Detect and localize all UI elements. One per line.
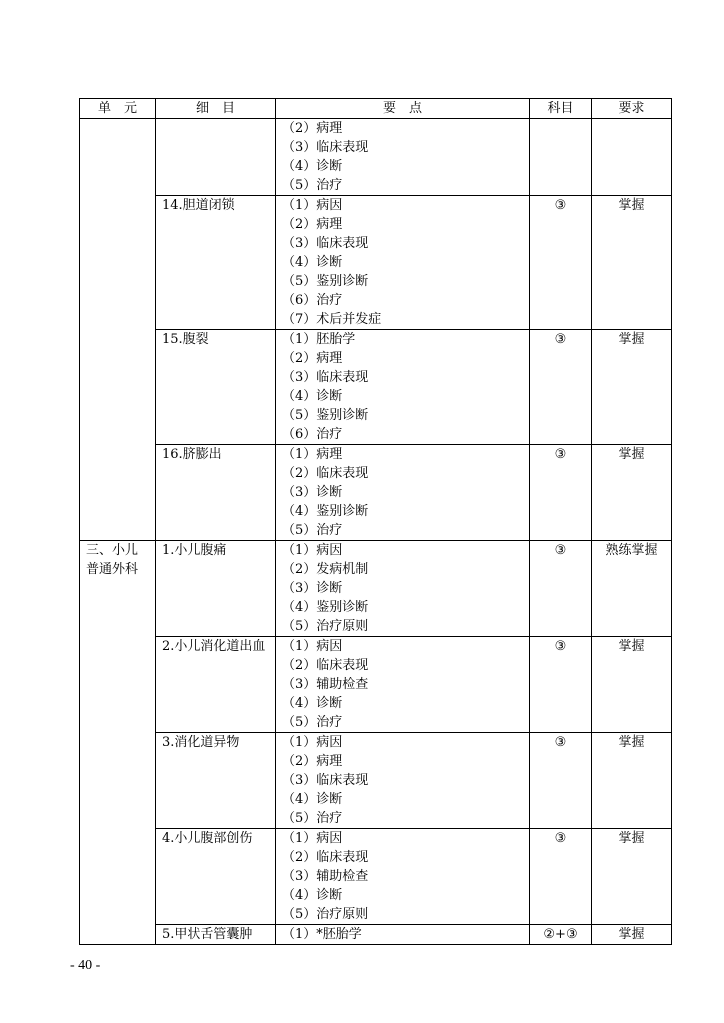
point-item: （2）病理 bbox=[282, 217, 343, 232]
point-item: （1）病因 bbox=[282, 831, 343, 846]
point-item: （4）诊断 bbox=[282, 389, 343, 404]
point-item: （1）*胚胎学 bbox=[282, 927, 362, 942]
point-item: （5）治疗原则 bbox=[282, 907, 369, 922]
point-item: （4）鉴别诊断 bbox=[282, 600, 369, 615]
point-item: （5）鉴别诊断 bbox=[282, 408, 369, 423]
header-unit: 单 元 bbox=[80, 99, 156, 119]
requirement-cell: 掌握 bbox=[592, 637, 672, 733]
points-cell bbox=[276, 330, 530, 445]
header-item: 细 目 bbox=[156, 99, 276, 119]
subject-cell: ③ bbox=[530, 196, 592, 330]
point-item: （2）病理 bbox=[282, 121, 343, 136]
header-points: 要 点 bbox=[276, 99, 530, 119]
points-cell bbox=[276, 196, 530, 330]
unit-cell-pediatric-general-surgery: 三、小儿普通外科 bbox=[80, 541, 156, 945]
point-item: （4）诊断 bbox=[282, 888, 343, 903]
point-item: （5）治疗 bbox=[282, 715, 343, 730]
item-cell bbox=[156, 119, 276, 196]
point-item: （4）鉴别诊断 bbox=[282, 504, 369, 519]
points-cell bbox=[276, 733, 530, 829]
requirement-cell: 熟练掌握 bbox=[592, 541, 672, 637]
point-item: （3）辅助检查 bbox=[282, 677, 369, 692]
subject-cell: ③ bbox=[530, 637, 592, 733]
requirement-cell: 掌握 bbox=[592, 925, 672, 945]
point-item: （4）诊断 bbox=[282, 255, 343, 270]
item-cell: 2.小儿消化道出血 bbox=[156, 637, 276, 733]
point-item: （5）治疗 bbox=[282, 811, 343, 826]
point-item: （1）病因 bbox=[282, 639, 343, 654]
point-item: （5）治疗 bbox=[282, 178, 343, 193]
item-cell: 1.小儿腹痛 bbox=[156, 541, 276, 637]
requirement-cell: 掌握 bbox=[592, 196, 672, 330]
point-item: （5）治疗原则 bbox=[282, 619, 369, 634]
subject-cell: ③ bbox=[530, 829, 592, 925]
points-cell bbox=[276, 925, 530, 945]
point-item: （4）诊断 bbox=[282, 792, 343, 807]
table-row bbox=[80, 541, 672, 637]
point-item: （1）病因 bbox=[282, 735, 343, 750]
point-item: （2）发病机制 bbox=[282, 562, 369, 577]
subject-cell: ③ bbox=[530, 541, 592, 637]
point-item: （5）鉴别诊断 bbox=[282, 274, 369, 289]
item-cell: 16.脐膨出 bbox=[156, 445, 276, 541]
requirement-cell: 掌握 bbox=[592, 445, 672, 541]
table-row bbox=[80, 637, 672, 733]
syllabus-table bbox=[79, 98, 672, 945]
item-cell: 15.腹裂 bbox=[156, 330, 276, 445]
point-item: （4）诊断 bbox=[282, 159, 343, 174]
point-item: （7）术后并发症 bbox=[282, 312, 382, 327]
point-item: （3）临床表现 bbox=[282, 773, 369, 788]
point-item: （1）病理 bbox=[282, 447, 343, 462]
subject-cell: ②+③ bbox=[530, 925, 592, 945]
subject-cell: ③ bbox=[530, 445, 592, 541]
table-row bbox=[80, 196, 672, 330]
points-cell bbox=[276, 637, 530, 733]
point-item: （1）病因 bbox=[282, 543, 343, 558]
header-subject: 科目 bbox=[530, 99, 592, 119]
point-item: （2）临床表现 bbox=[282, 850, 369, 865]
unit-cell-continued bbox=[80, 119, 156, 541]
points-cell bbox=[276, 541, 530, 637]
table-row bbox=[80, 445, 672, 541]
points-cell bbox=[276, 445, 530, 541]
points-cell bbox=[276, 829, 530, 925]
point-item: （3）诊断 bbox=[282, 485, 343, 500]
point-item: （2）病理 bbox=[282, 351, 343, 366]
point-item: （2）临床表现 bbox=[282, 466, 369, 481]
page-number: - 40 - bbox=[70, 958, 101, 973]
requirement-cell: 掌握 bbox=[592, 330, 672, 445]
item-cell: 5.甲状舌管囊肿 bbox=[156, 925, 276, 945]
table-row bbox=[80, 733, 672, 829]
point-item: （3）辅助检查 bbox=[282, 869, 369, 884]
table-row bbox=[80, 925, 672, 945]
table-row bbox=[80, 330, 672, 445]
point-item: （6）治疗 bbox=[282, 427, 343, 442]
point-item: （3）临床表现 bbox=[282, 370, 369, 385]
point-item: （1）病因 bbox=[282, 198, 343, 213]
item-cell: 3.消化道异物 bbox=[156, 733, 276, 829]
subject-cell bbox=[530, 119, 592, 196]
point-item: （3）临床表现 bbox=[282, 236, 369, 251]
requirement-cell bbox=[592, 119, 672, 196]
points-cell bbox=[276, 119, 530, 196]
subject-cell: ③ bbox=[530, 733, 592, 829]
point-item: （2）临床表现 bbox=[282, 658, 369, 673]
point-item: （4）诊断 bbox=[282, 696, 343, 711]
point-item: （1）胚胎学 bbox=[282, 332, 356, 347]
item-cell: 14.胆道闭锁 bbox=[156, 196, 276, 330]
table-row bbox=[80, 829, 672, 925]
point-item: （3）诊断 bbox=[282, 581, 343, 596]
requirement-cell: 掌握 bbox=[592, 733, 672, 829]
point-item: （6）治疗 bbox=[282, 293, 343, 308]
point-item: （5）治疗 bbox=[282, 523, 343, 538]
item-cell: 4.小儿腹部创伤 bbox=[156, 829, 276, 925]
subject-cell: ③ bbox=[530, 330, 592, 445]
point-item: （2）病理 bbox=[282, 754, 343, 769]
header-requirement: 要求 bbox=[592, 99, 672, 119]
table-header-row bbox=[80, 99, 672, 119]
requirement-cell: 掌握 bbox=[592, 829, 672, 925]
table-row bbox=[80, 119, 672, 196]
point-item: （3）临床表现 bbox=[282, 140, 369, 155]
